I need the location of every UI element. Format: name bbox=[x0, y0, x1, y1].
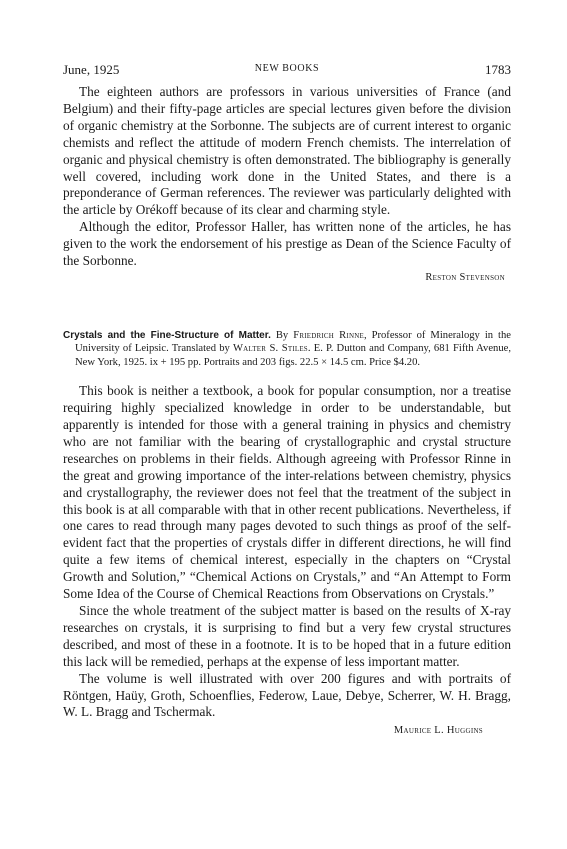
book-title: Crystals and the Fine-Structure of Matter. bbox=[63, 329, 271, 341]
section-spacer bbox=[63, 283, 511, 329]
review-paragraph: Since the whole treatment of the subject matter is based on the results of X-ray researches on crystals, it is surprising to find but a very few crystal structures described, and most of these in a footnote. It is to be hoped that in a future edition this lack will be remedied, perhaps at the expense of less important matter. bbox=[63, 602, 511, 669]
book-translator: Walter S. Stiles bbox=[232, 343, 308, 355]
page-number: 1783 bbox=[485, 62, 511, 77]
running-head bbox=[63, 62, 511, 84]
journal-page bbox=[63, 62, 511, 736]
book-author: Friedrich Rinne bbox=[293, 329, 364, 341]
review-paragraph: This book is neither a textbook, a book for popular consumption, nor a treatise requiring highly specialized knowledge in order to be understandable, but apparently is intended for those with a general training in physics and chemistry who are not familiar with the bearing of crystallographic and crystal structure researches on problems in their fields. Although agreeing with Professor Rinne in the great and growing importance of the inter-relations between chemistry, physics and crystallography, the reviewer does not feel that the treatment of the subject in this book is at all comparable with that in other recent publications. Nevertheless, if one cares to read through many pages devoted to such things as proof of the self-evident fact that the properties of crystals differ in different directions, he will find quite a few items of chemical interest, especially in the chapters on “Crystal Growth and Solution,” “Chemical Actions on Crystals,” and “An Attempt to Form Some Idea of the Course of Chemical Reactions from Observations on Crystals.” bbox=[63, 383, 511, 602]
by-label: By bbox=[275, 329, 289, 341]
issue-date: June, 1925 bbox=[63, 62, 120, 77]
author-affiliation: , Professor of Mineralogy in the University of Leipsic. Translated by bbox=[75, 329, 511, 355]
reviewer-signature: Reston Stevenson bbox=[425, 271, 505, 283]
book-review bbox=[63, 329, 511, 736]
publication-details: . E. P. Dutton and Company, 681 Fifth Avenue, New York, 1925. ix + 195 pp. Portraits and 203 figs. 22.5 × 14.5 cm. Price $4.20. bbox=[75, 343, 511, 368]
review-paragraph: Although the editor, Professor Haller, has written none of the articles, he has given to the work the endorsement of his prestige as Dean of the Science Faculty of the Sorbonne. bbox=[63, 219, 511, 269]
section-title: NEW BOOKS bbox=[254, 63, 320, 74]
review-paragraph: The volume is well illustrated with over 200 figures and with portraits of Röntgen, Haüy, Groth, Schoenflies, Federow, Laue, Debye, Scherrer, W. H. Bragg, W. L. Bragg and Tschermak. bbox=[63, 670, 511, 720]
book-citation bbox=[63, 329, 511, 369]
previous-review bbox=[63, 84, 511, 283]
review-paragraph: The eighteen authors are professors in various universities of France (and Belgium) and their fifty-page articles are special lectures given before the division of organic chemistry at the Sorbonne. The subjects are of current interest to organic chemists and reflect the attitude of modern French chemists. The interrelation of organic and physical chemistry is often demonstrated. The bibliography is generally well covered, including work done in the United States, and there is a preponderance of German references. The reviewer was particularly delighted with the article by Orékoff because of its clear and charming style. bbox=[63, 84, 511, 218]
reviewer-signature: Maurice L. Huggins bbox=[393, 725, 483, 737]
